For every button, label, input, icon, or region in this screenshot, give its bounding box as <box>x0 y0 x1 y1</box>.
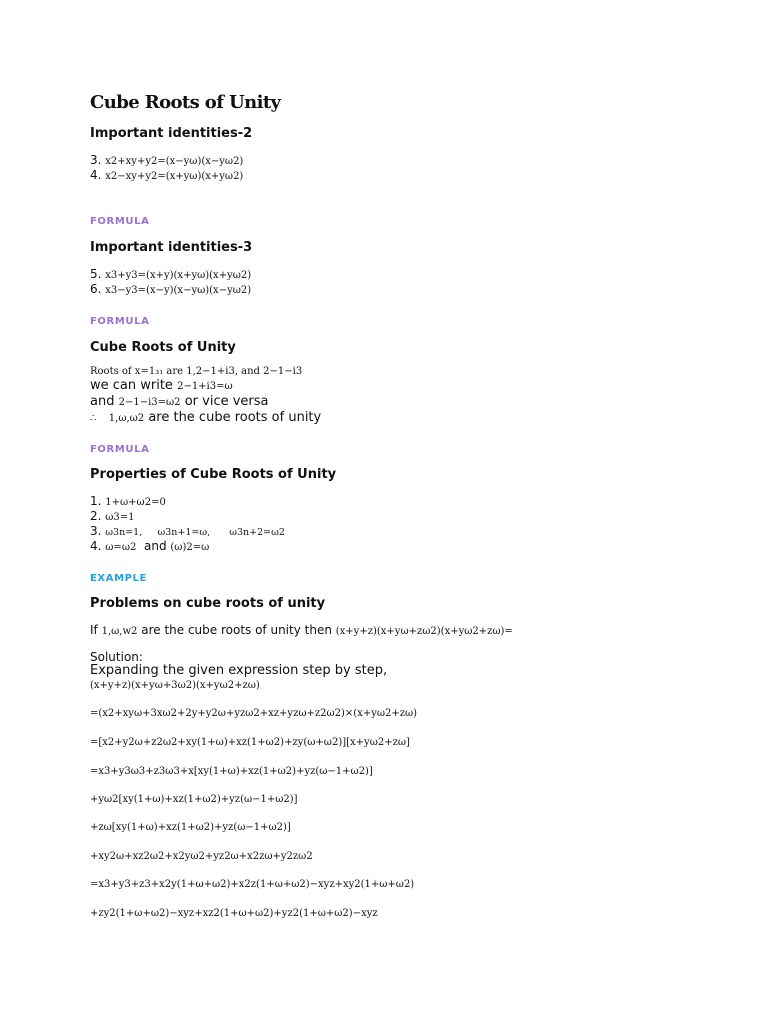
cube-roots-heading: Cube Roots of Unity <box>90 340 236 355</box>
therefore-symbol: ∴ <box>90 413 97 424</box>
solution-step: +xy2ω+xz2ω2+x2yω2+yz2ω+x2zω+y2zω2 <box>90 851 313 862</box>
identity-item-4: 4. x2−xy+y2=(x+yω)(x+yω2) <box>90 168 244 182</box>
solution-step: =x3+y3ω3+z3ω3+x[xy(1+ω)+xz(1+ω2)+yz(ω−1+ω2)] <box>90 766 373 777</box>
solution-step: +yω2[xy(1+ω)+xz(1+ω2)+yz(ω−1+ω2)] <box>90 794 298 805</box>
therefore-line: ∴ 1,ω,ω2 are the cube roots of unity <box>90 410 322 425</box>
identity-expr: x3+y3=(x+y)(x+yω)(x+yω2) <box>105 270 252 281</box>
page-title: Cube Roots of Unity <box>90 92 281 113</box>
solution-label: Solution: <box>90 650 143 664</box>
formula-tag: FORMULA <box>90 216 150 227</box>
solution-step: =x3+y3+z3+x2y(1+ω+ω2)+x2z(1+ω+ω2)−xyz+xy2(1+ω+ω2) <box>90 879 415 890</box>
formula-tag: FORMULA <box>90 316 150 327</box>
identity-expr: x3−y3=(x−y)(x−yω)(x−yω2) <box>105 285 252 296</box>
identity-expr: x2−xy+y2=(x+yω)(x+yω2) <box>105 171 244 182</box>
properties-heading: Properties of Cube Roots of Unity <box>90 467 337 482</box>
identities-3-heading: Important identities-3 <box>90 240 253 255</box>
identities-2-heading: Important identities-2 <box>90 126 253 141</box>
question-line: If 1,ω,w2 are the cube roots of unity then (x+y+z)(x+yω+zω2)(x+yω2+zω)= <box>90 623 513 637</box>
identity-item-6: 6. x3−y3=(x−y)(x−yω)(x−yω2) <box>90 282 252 296</box>
identity-item-3: 3. x2+xy+y2=(x−yω)(x−yω2) <box>90 153 244 167</box>
formula-tag: FORMULA <box>90 444 150 455</box>
roots-line: Roots of x=1₃₁ are 1,2−1+i3, and 2−1−i3 <box>90 366 303 377</box>
example-tag: EXAMPLE <box>90 573 147 584</box>
problems-heading: Problems on cube roots of unity <box>90 596 326 611</box>
solution-step: +zω[xy(1+ω)+xz(1+ω2)+yz(ω−1+ω2)] <box>90 822 291 833</box>
property-item-2: 2. ω3=1 <box>90 509 135 523</box>
property-item-4: 4. ω=ω2 and (ω)2=ω <box>90 539 210 553</box>
identity-expr: x2+xy+y2=(x−yω)(x−yω2) <box>105 156 244 167</box>
solution-step: +zy2(1+ω+ω2)−xyz+xz2(1+ω+ω2)+yz2(1+ω+ω2)−xyz <box>90 908 378 919</box>
property-item-3: 3. ω3n=1, ω3n+1=ω, ω3n+2=ω2 <box>90 524 285 538</box>
expanding-line: Expanding the given expression step by step, <box>90 663 388 678</box>
solution-step: (x+y+z)(x+yω+3ω2)(x+yω2+zω) <box>90 680 260 691</box>
vice-versa-line: and 2−1−i3=ω2 or vice versa <box>90 394 269 409</box>
solution-step: =[x2+y2ω+z2ω2+xy(1+ω)+xz(1+ω2)+zy(ω+ω2)][x+yω2+zω] <box>90 737 410 748</box>
property-item-1: 1. 1+ω+ω2=0 <box>90 494 166 508</box>
we-can-write-line: we can write 2−1+i3=ω <box>90 378 233 393</box>
identity-item-5: 5. x3+y3=(x+y)(x+yω)(x+yω2) <box>90 267 252 281</box>
solution-step: =(x2+xyω+3xω2+2y+y2ω+yzω2+xz+yzω+z2ω2)×(x+yω2+zω) <box>90 708 418 719</box>
